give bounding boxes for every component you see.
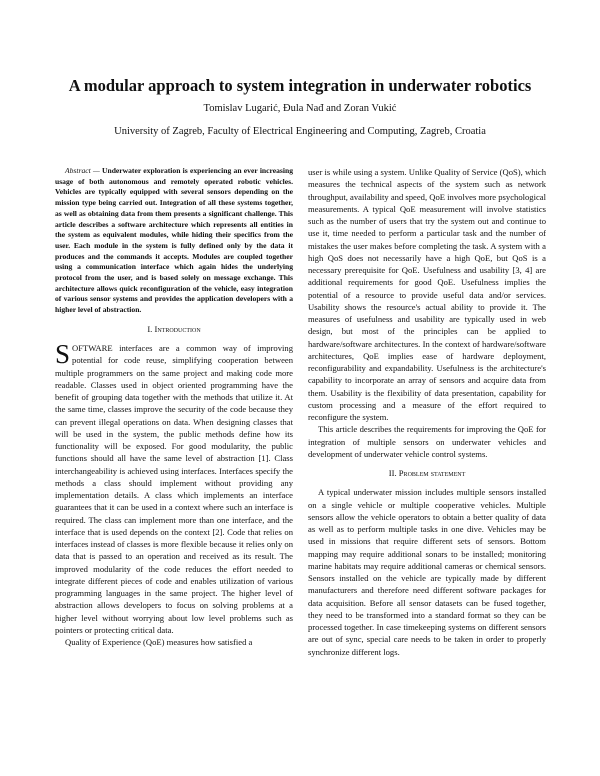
intro-paragraph-2-continued: user is while using a system. Unlike Quality of Service (QoS), which measures the technical aspects of the system such as network throughput, availability and speed, QoE involves more psychological measurements. A typical QoE measurement will involve statistics such as the number of users that try the system out and continue to use it, time needed to perform a particular task and the number of mistakes the user makes before completing the task. A system with a high QoS does not necessarily have a high QoE, but QoS is a necessary prerequisite for QoE. Usefulness and usability [3, 4] are additional requirements for good QoE. Usefulness implies the potential of a resource to provide useful data and/or services. Usability shows the resource's actual ability to provide it. The measures of usefulness and usability are typically used in web design, but most of the principles can be applied to hardware/software architectures. In the context of hardware/software architectures, QoE implies ease of hardware deployment, reconfigurability and expandability. Usefulness is the architecture's capability to incorporate an array of sensors and acquire data from them. Usability is the flexibility of data presentation, capability for custom processing and a measure of the effort required to reconfigure the system. (308, 167, 546, 422)
abstract-text: Underwater exploration is experiencing an ever increasing usage of both autonomous and remotely operated robotic vehicles. Vehicles are typically equipped with several sensors depending on the mission type being carried out. Integration of all these systems together, as well as obtaining data from them presents a significant challenge. This article describes a software architecture which represents all entities in the system as equivalent modules, while hiding their specifics from the user. Each module in the system is fully defined only by the data it produces and the commands it accepts. Modules are coupled together using a communication interface which again hides the underlying protocol from the user, and is based solely on message exchange. This architecture allows quick reconfiguration of the vehicle, easy integration of various sensor systems and provides the application developers with a higher level of abstraction. (55, 166, 294, 315)
right-column (308, 166, 546, 658)
affiliation: University of Zagreb, Faculty of Electrical Engineering and Computing, Zagreb, Croatia (114, 126, 486, 137)
section-title: Problem statement (398, 468, 466, 478)
problem-paragraph-1: A typical underwater mission includes multiple sensors installed on a single vehicle or multiple cooperative vehicles. Multiple sensors allow the vehicle operators to obtain a better quality of data as well as to perform multiple tasks in one dive. Vehicles may be used in missions that require different sets of sensors. Bottom mapping may require additional sonars to be installed; monitoring marine habitats may require additional cameras or chemical sensors. Sensors installed on the vehicle are typically made by different manufacturers and therefore need different software packages for data acquisition. Before all sensor datasets can be fused together, they need to be transformed into a standard format so they can be processed together. In case timekeeping systems on different sensors are out of sync, special care needs to be taken in order to properly synchronize different logs. (308, 487, 546, 657)
left-column (55, 166, 293, 648)
paper-title: A modular approach to system integration in underwater robotics (68, 76, 532, 95)
abstract (55, 166, 293, 316)
intro-paragraph-1: SOFTWARE interfaces are a common way of improving potential for code reuse, simplifying cooperation between multiple programmers on the same project and making code more readable. Classes used in object oriented programming have the benefit of grouping data together with the methods that utilize it. At the same time, classes improve the security of the code because they can prevent illegal operations on data. When designing classes that will be used in the system, the public methods define how its functionality will be exposed. For good modularity, the public functions should all have the same level of abstraction [1]. Class interchangeability is achieved using interfaces. Interfaces specify the methods a class should implement without providing any implementation details. A class which implements an interface guarantees that it can be used in a context where such an interface is required. The class can implement more than one interface, and the interface that is used depends on the context [2]. Code that relies on interfaces instead of classes is more flexible because it relies only on data that is passed to an operation and received as its result. The improved modularity of the code reduces the effort needed to integrate different pieces of code and enables utilization of various programming languages in the same project. The higher level of abstraction allows developers to focus on solving problems at a higher level without worrying about low level problems such as pointers or protecting critical data. (55, 339, 293, 635)
authors: Tomislav Lugarić, Đula Nađ and Zoran Vukić (203, 103, 397, 114)
section-heading-introduction (55, 323, 293, 335)
section-number: I. (147, 323, 153, 334)
abstract-label: Abstract — (65, 166, 100, 175)
intro-paragraph-2-start: Quality of Experience (QoE) measures how satisfied a (65, 637, 253, 648)
section-title: Introduction (154, 323, 201, 334)
intro-paragraph-3: This article describes the requirements for improving the QoE for integration of multiple sensors on underwater vehicles and development of underwater vehicle control systems. (308, 424, 546, 459)
section-number: II. (388, 468, 397, 478)
section-heading-problem-statement (308, 467, 546, 479)
